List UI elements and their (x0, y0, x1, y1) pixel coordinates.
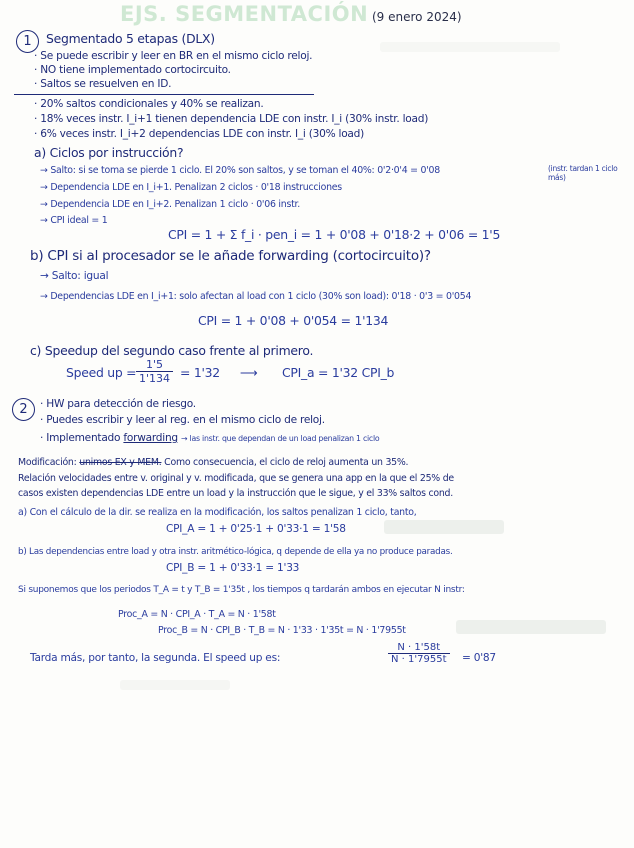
ex1-a-line-2: → Dependencia LDE en I_i+1. Penalizan 2 ciclos · 0'18 instrucciones (40, 182, 342, 193)
speedup-result: = 1'32 (180, 365, 220, 380)
ex1-bullet-3: · Saltos se resuelven en ID. (34, 78, 172, 90)
smudge (456, 620, 606, 634)
ex2-a-line: a) Con el cálculo de la dir. se realiza en la modificación, los saltos penalizan 1 ciclo, tanto, (18, 507, 417, 518)
speedup-numerator: 1'5 (136, 358, 173, 372)
ex2-speedup-result: = 0'87 (462, 652, 496, 664)
ex2-speedup-fraction (388, 642, 450, 665)
ex2-modification (18, 456, 408, 469)
exercise-2-number: 2 (12, 398, 35, 421)
ex1-data-1: · 20% saltos condicionales y 40% se realizan. (34, 98, 264, 110)
ex2-bullet-2: · Puedes escribir y leer al reg. en el mismo ciclo de reloj. (40, 414, 325, 426)
ex1-a-line-4: → CPI ideal = 1 (40, 215, 108, 226)
ex1-bullet-2: · NO tiene implementado cortocircuito. (34, 64, 231, 76)
ex2-relation-2: casos existen dependencias LDE entre un load y la instrucción que le sigue, y el 33% saltos cond. (18, 488, 453, 499)
ex2-impl (40, 432, 379, 445)
ex1-b-line-1: → Salto: igual (40, 270, 109, 282)
ex1-c-question: c) Speedup del segundo caso frente al primero. (30, 343, 314, 358)
ex2-proc-b: Proc_B = N · CPI_B · T_B = N · 1'33 · 1'35t = N · 1'7955t (158, 625, 406, 636)
ex2-relation-1: Relación velocidades entre v. original y v. modificada, que se genera una app en la que el 25% de (18, 473, 454, 484)
ex1-bullet-1: · Se puede escribir y leer en BR en el mismo ciclo reloj. (34, 50, 313, 62)
ex1-a-formula: CPI = 1 + Σ f_i · pen_i = 1 + 0'08 + 0'18·2 + 0'06 = 1'5 (168, 227, 501, 242)
exercise-1-number: 1 (16, 30, 39, 53)
smudge (384, 520, 504, 534)
ex2-mod-strike: unimos EX y MEM. (79, 457, 162, 468)
ex1-heading: Segmentado 5 etapas (DLX) (46, 31, 215, 46)
ex1-b-line-2: → Dependencias LDE en I_i+1: solo afectan al load con 1 ciclo (30% son load): 0'18 · 0'3 = 0'054 (40, 291, 472, 302)
ex2-proc-a: Proc_A = N · CPI_A · T_A = N · 1'58t (118, 609, 276, 620)
speedup-conclusion: CPI_a = 1'32 CPI_b (282, 365, 395, 380)
ex2-mod-prefix: Modificación: (18, 457, 77, 468)
section-divider (14, 94, 314, 95)
speedup-label: Speed up = (66, 365, 137, 380)
ex2-speedup-numerator: N · 1'58t (388, 642, 450, 654)
ex2-cpi-a: CPI_A = 1 + 0'25·1 + 0'33·1 = 1'58 (166, 523, 346, 535)
ex2-bullet-1: · HW para detección de riesgo. (40, 398, 196, 410)
page-date: (9 enero 2024) (372, 10, 462, 24)
bleed-mark (120, 680, 230, 690)
ex2-mod-rest: Como consecuencia, el ciclo de reloj aumenta un 35%. (164, 457, 409, 468)
ex2-b-line: b) Las dependencias entre load y otra instr. aritmético-lógica, q depende de ella ya no produce paradas. (18, 547, 453, 557)
ex1-b-formula: CPI = 1 + 0'08 + 0'054 = 1'134 (198, 313, 389, 328)
page-title: EJS. SEGMENTACIÓN (120, 2, 369, 26)
ex1-data-3: · 6% veces instr. I_i+2 dependencias LDE con instr. I_i (30% load) (34, 128, 365, 140)
ex2-impl-forwarding: forwarding (123, 432, 178, 444)
speedup-denominator: 1'134 (139, 372, 171, 385)
ex2-impl-prefix: · Implementado (40, 432, 121, 444)
ex2-periods: Si suponemos que los periodos T_A = t y T_B = 1'35t , los tiempos q tardarán ambos en ejecutar N instr: (18, 585, 465, 595)
speedup-fraction (136, 358, 173, 385)
speedup-arrow: ⟶ (240, 365, 258, 380)
ex1-data-2: · 18% veces instr. I_i+1 tienen dependencia LDE con instr. I_i (30% instr. load) (34, 113, 429, 125)
ex1-a-side-note: (instr. tardan 1 ciclo más) (548, 164, 618, 182)
ex1-a-line-1: → Salto: si se toma se pierde 1 ciclo. El 20% son saltos, y se toman el 40%: 0'2·0'4 = 0'08 (40, 165, 440, 176)
ex1-a-line-3: → Dependencia LDE en I_i+2. Penalizan 1 ciclo · 0'06 instr. (40, 199, 300, 210)
bleed-mark (380, 42, 560, 52)
ex1-a-question: a) Ciclos por instrucción? (34, 145, 184, 160)
ex2-impl-note: → las instr. que dependan de un load penalizan 1 ciclo (181, 434, 380, 443)
ex2-cpi-b: CPI_B = 1 + 0'33·1 = 1'33 (166, 562, 300, 574)
ex1-b-question: b) CPI si al procesador se le añade forwarding (cortocircuito)? (30, 248, 431, 264)
ex2-conclusion: Tarda más, por tanto, la segunda. El speed up es: (30, 652, 281, 664)
ex2-speedup-denominator: N · 1'7955t (391, 654, 447, 665)
